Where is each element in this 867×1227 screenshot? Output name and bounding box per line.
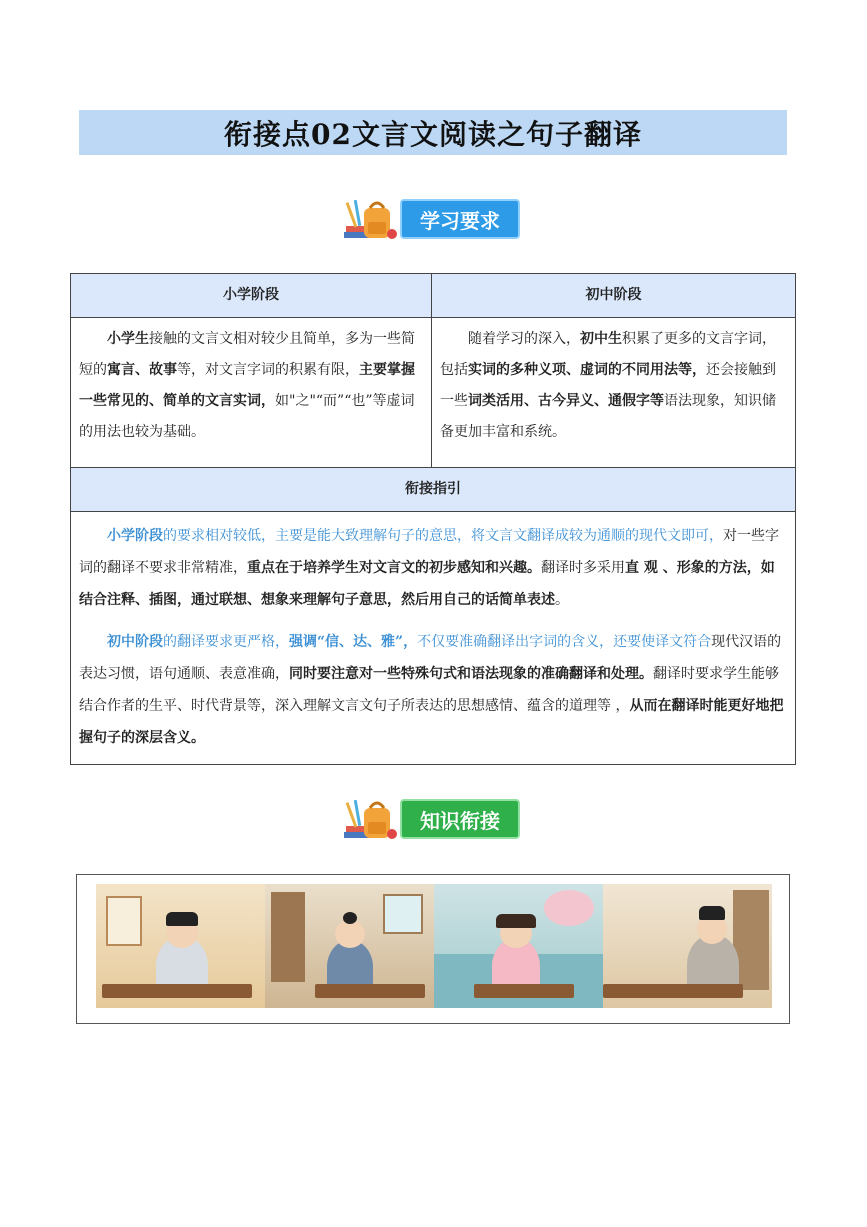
text-run: 主要掌握一些常见的、简单的文言实词， xyxy=(79,362,415,409)
text-run: 重点在于培养学生对文言文的初步感知和兴趣。 xyxy=(247,560,541,576)
school-bag-icon xyxy=(342,796,400,842)
text-run: 寓言、故事 xyxy=(107,362,177,378)
text-run: 还会接触到一些 xyxy=(440,362,776,409)
text-run: 的翻译要求更严格， xyxy=(163,634,289,650)
text-run: 语法现象，知识储备更加丰富和系统。 xyxy=(440,393,776,440)
boy-studying-illustration xyxy=(265,884,434,1008)
section-header-learning xyxy=(342,196,520,242)
illustration-frame xyxy=(76,874,790,1024)
text-run: 初中阶段 xyxy=(107,634,163,650)
requirements-table xyxy=(70,273,796,765)
text-run: 如"之"“而”“也”等虚词的用法也较为基础。 xyxy=(79,393,415,440)
man-reading-illustration xyxy=(603,884,772,1008)
text-run: 翻译时要求学生能够结合作者的生平、时代背景等，深入理解文言文句子所表达的思想感情、蕴含的道理等 ， xyxy=(79,666,779,714)
text-run: 实词的多种义项、虚词的不同用法等， xyxy=(468,362,706,378)
text-run: 现代汉语的表达习惯，语句通顺、表意准确， xyxy=(79,634,782,682)
text-run: 强调“信、达、雅”， xyxy=(289,634,418,650)
guide-paragraph-middle xyxy=(79,626,787,754)
text-run: 对一些字词的翻译不要求非常精准， xyxy=(79,528,779,576)
guide-content xyxy=(71,512,796,765)
text-run: 小学生 xyxy=(107,331,149,347)
text-run: 从而在翻译时能更好地把握句子的深层含义。 xyxy=(79,698,784,746)
illustration-strip xyxy=(96,884,772,1008)
text-run: 。 xyxy=(555,592,569,608)
text-run: 词类活用、古今异义、通假字等 xyxy=(468,393,664,409)
guide-paragraph-primary xyxy=(79,520,787,616)
text-run: 不仅要准确翻译出字词的含义，还要使译文符合 xyxy=(417,634,712,650)
text-run: 直 观 、形象的方法，如结合注释、插图，通过联想、想象来理解句子意思，然后用自己的话简单表述 xyxy=(79,560,775,608)
scholar-writing-illustration xyxy=(96,884,265,1008)
middle-stage-text xyxy=(432,318,796,468)
text-run: 随着学习的深入， xyxy=(468,331,580,347)
text-run: 积累了更多的文言字词，包括 xyxy=(440,331,776,378)
text-run: 翻译时多采用 xyxy=(541,560,625,576)
knowledge-connection-label: 知识衔接 xyxy=(400,799,520,839)
learning-requirements-label: 学习要求 xyxy=(400,199,520,239)
primary-stage-header: 小学阶段 xyxy=(71,274,432,318)
middle-stage-header: 初中阶段 xyxy=(432,274,796,318)
primary-stage-text xyxy=(71,318,432,468)
text-run: 小学阶段 xyxy=(107,528,163,544)
text-run: 等，对文言字词的积累有限， xyxy=(177,362,359,378)
guide-header: 衔接指引 xyxy=(71,468,796,512)
page-title: 衔接点02文言文阅读之句子翻译 xyxy=(224,117,642,151)
title-banner xyxy=(79,110,787,155)
text-run: 接触的文言文相对较少且简单，多为一些简短的 xyxy=(79,331,415,378)
text-run: 的要求相对较低，主要是能大致理解句子的意思，将文言文翻译成较为通顺的现代文即可， xyxy=(163,528,723,544)
girl-reading-illustration xyxy=(434,884,603,1008)
text-run: 同时要注意对一些特殊句式和语法现象的准确翻译和处理。 xyxy=(289,666,653,682)
school-bag-icon xyxy=(342,196,400,242)
text-run: 初中生 xyxy=(580,331,622,347)
section-header-knowledge xyxy=(342,796,520,842)
